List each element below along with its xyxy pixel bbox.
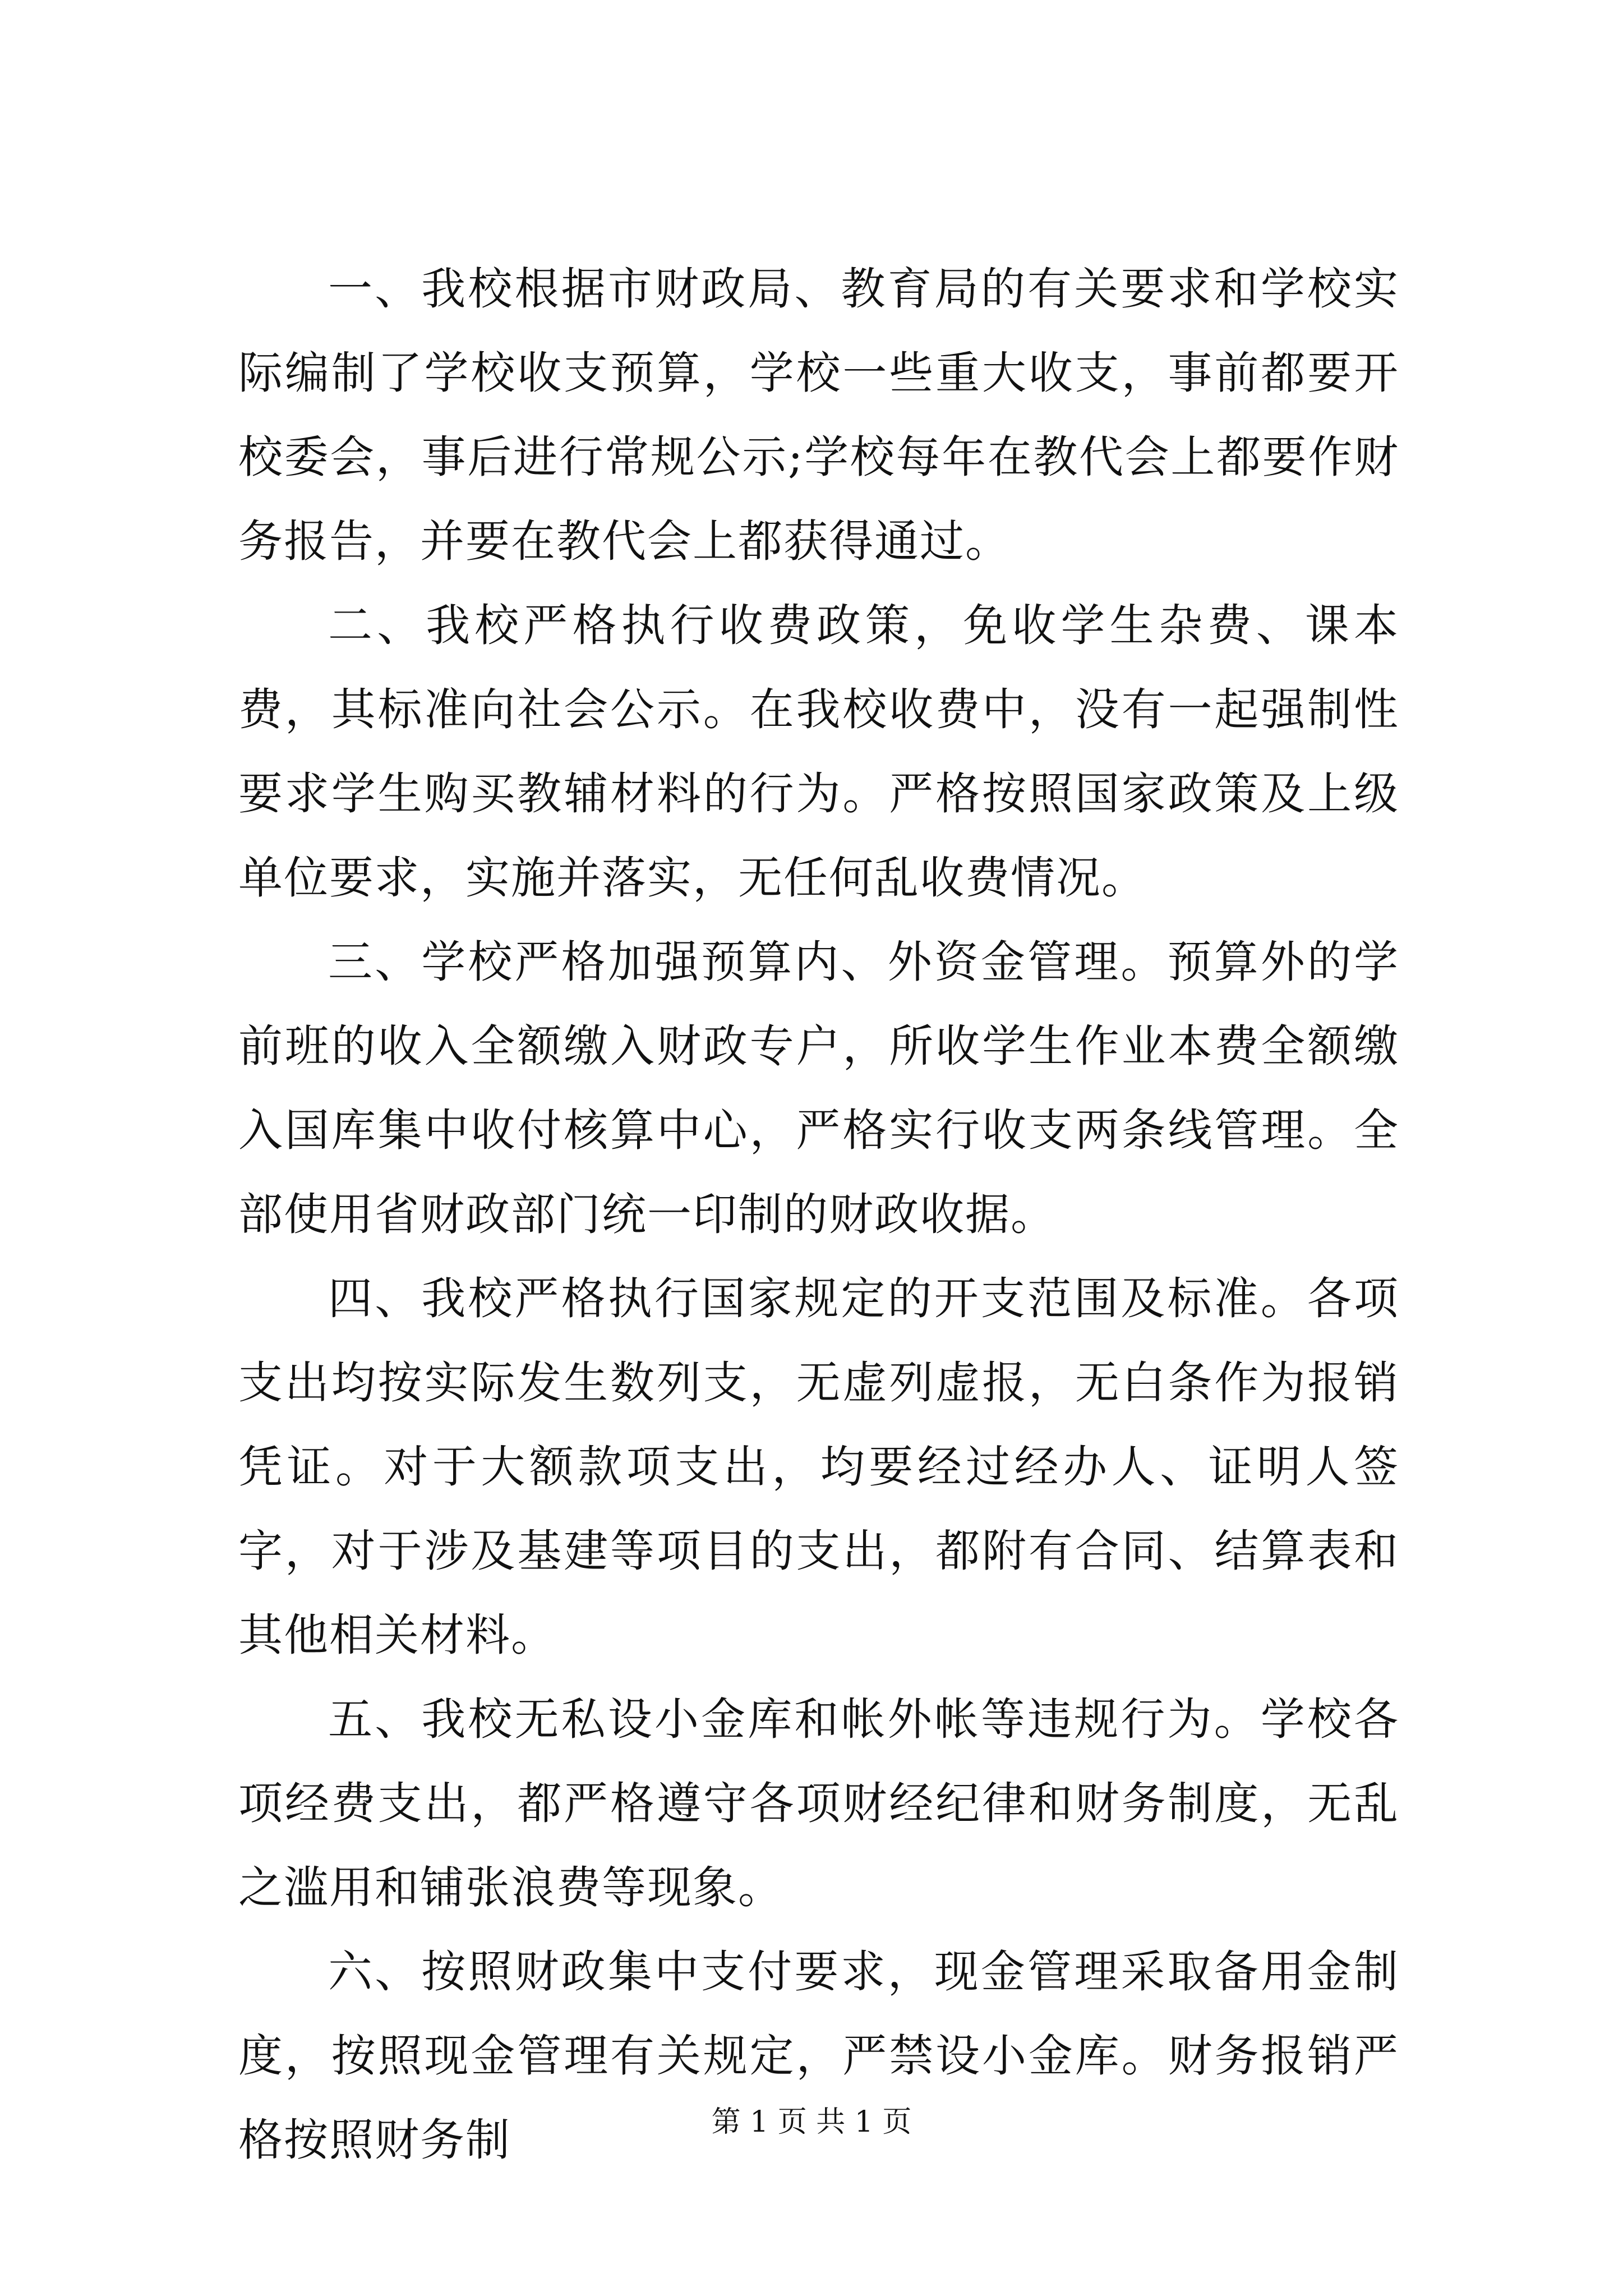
- paragraph-5: 五、我校无私设小金库和帐外帐等违规行为。学校各项经费支出，都严格遵守各项财经纪律和财务制度，无乱之滥用和铺张浪费等现象。: [238, 1694, 1399, 1913]
- paragraph-6: 六、按照财政集中支付要求，现金管理采取备用金制度，按照现金管理有关规定，严禁设小金库。财务报销严格按照财务制: [238, 1946, 1399, 2166]
- page-number-footer: 第 1 页 共 1 页: [711, 2105, 912, 2139]
- paragraph-1: 一、我校根据市财政局、教育局的有关要求和学校实际编制了学校收支预算，学校一些重大收支，事前都要开校委会，事后进行常规公示;学校每年在教代会上都要作财务报告，并要在教代会上都获得通过。: [238, 263, 1399, 567]
- document-body: [238, 247, 1399, 2182]
- paragraph-2: 二、我校严格执行收费政策，免收学生杂费、课本费，其标准向社会公示。在我校收费中，没有一起强制性要求学生购买教辅材料的行为。严格按照国家政策及上级单位要求，实施并落实，无任何乱收费情况。: [238, 600, 1399, 904]
- paragraph-3: 三、学校严格加强预算内、外资金管理。预算外的学前班的收入全额缴入财政专户，所收学生作业本费全额缴入国库集中收付核算中心，严格实行收支两条线管理。全部使用省财政部门统一印制的财政收据。: [238, 936, 1399, 1240]
- paragraph-4: 四、我校严格执行国家规定的开支范围及标准。各项支出均按实际发生数列支，无虚列虚报，无白条作为报销凭证。对于大额款项支出，均要经过经办人、证明人签字，对于涉及基建等项目的支出，都附有合同、结算表和其他相关材料。: [238, 1273, 1399, 1661]
